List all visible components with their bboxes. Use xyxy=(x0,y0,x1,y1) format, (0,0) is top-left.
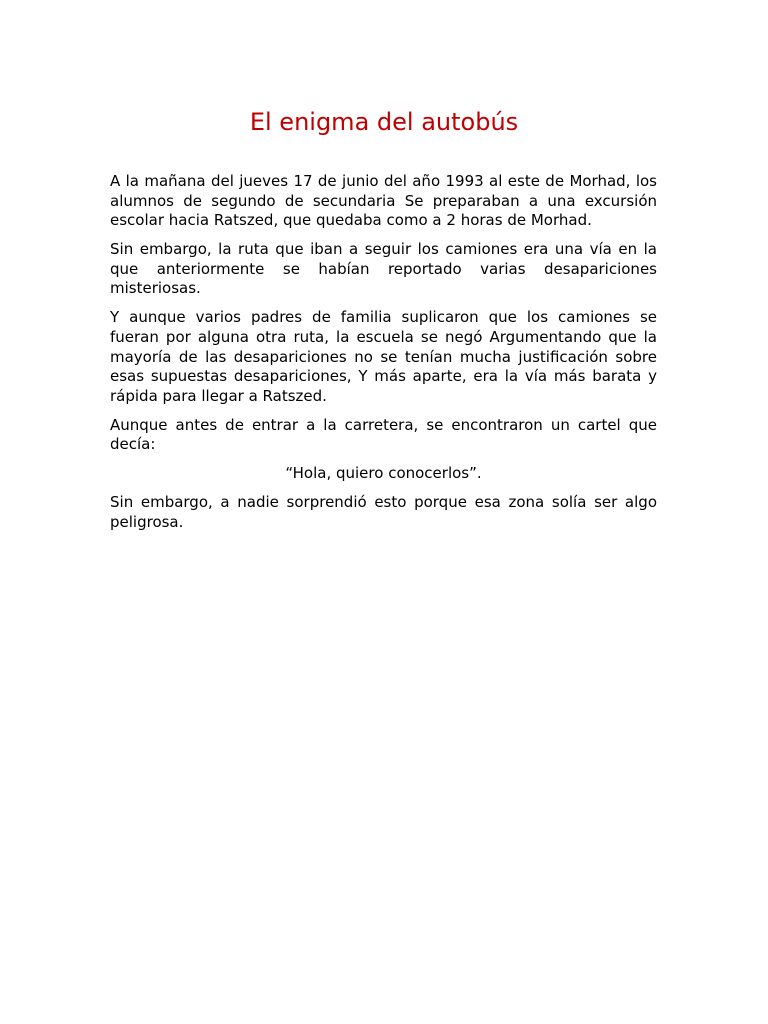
paragraph-parents: Y aunque varios padres de familia suplicaron que los camiones se fueran por alguna otra ruta, la escuela se negó Argumentando que la mayoría de las desapariciones no se tenían mucha justificación sobre esas supuestas desapariciones, Y más aparte, era la vía más barata y rápida para llegar a Ratszed. xyxy=(110,308,657,405)
paragraph-route: Sin embargo, la ruta que iban a seguir los camiones era una vía en la que anteriormente se habían reportado varias desapariciones misteriosas. xyxy=(110,240,657,298)
paragraph-ending: Sin embargo, a nadie sorprendió esto porque esa zona solía ser algo peligrosa. xyxy=(110,493,657,531)
paragraph-intro: A la mañana del jueves 17 de junio del año 1993 al este de Morhad, los alumnos de segundo de secundaria Se preparaban a una excursión escolar hacia Ratszed, que quedaba como a 2 horas de Morhad. xyxy=(110,172,657,230)
document-title: El enigma del autobús xyxy=(249,108,519,136)
document-body xyxy=(110,172,657,542)
paragraph-quote: “Hola, quiero conocerlos”. xyxy=(285,464,482,483)
paragraph-sign: Aunque antes de entrar a la carretera, se encontraron un cartel que decía: xyxy=(110,415,657,454)
